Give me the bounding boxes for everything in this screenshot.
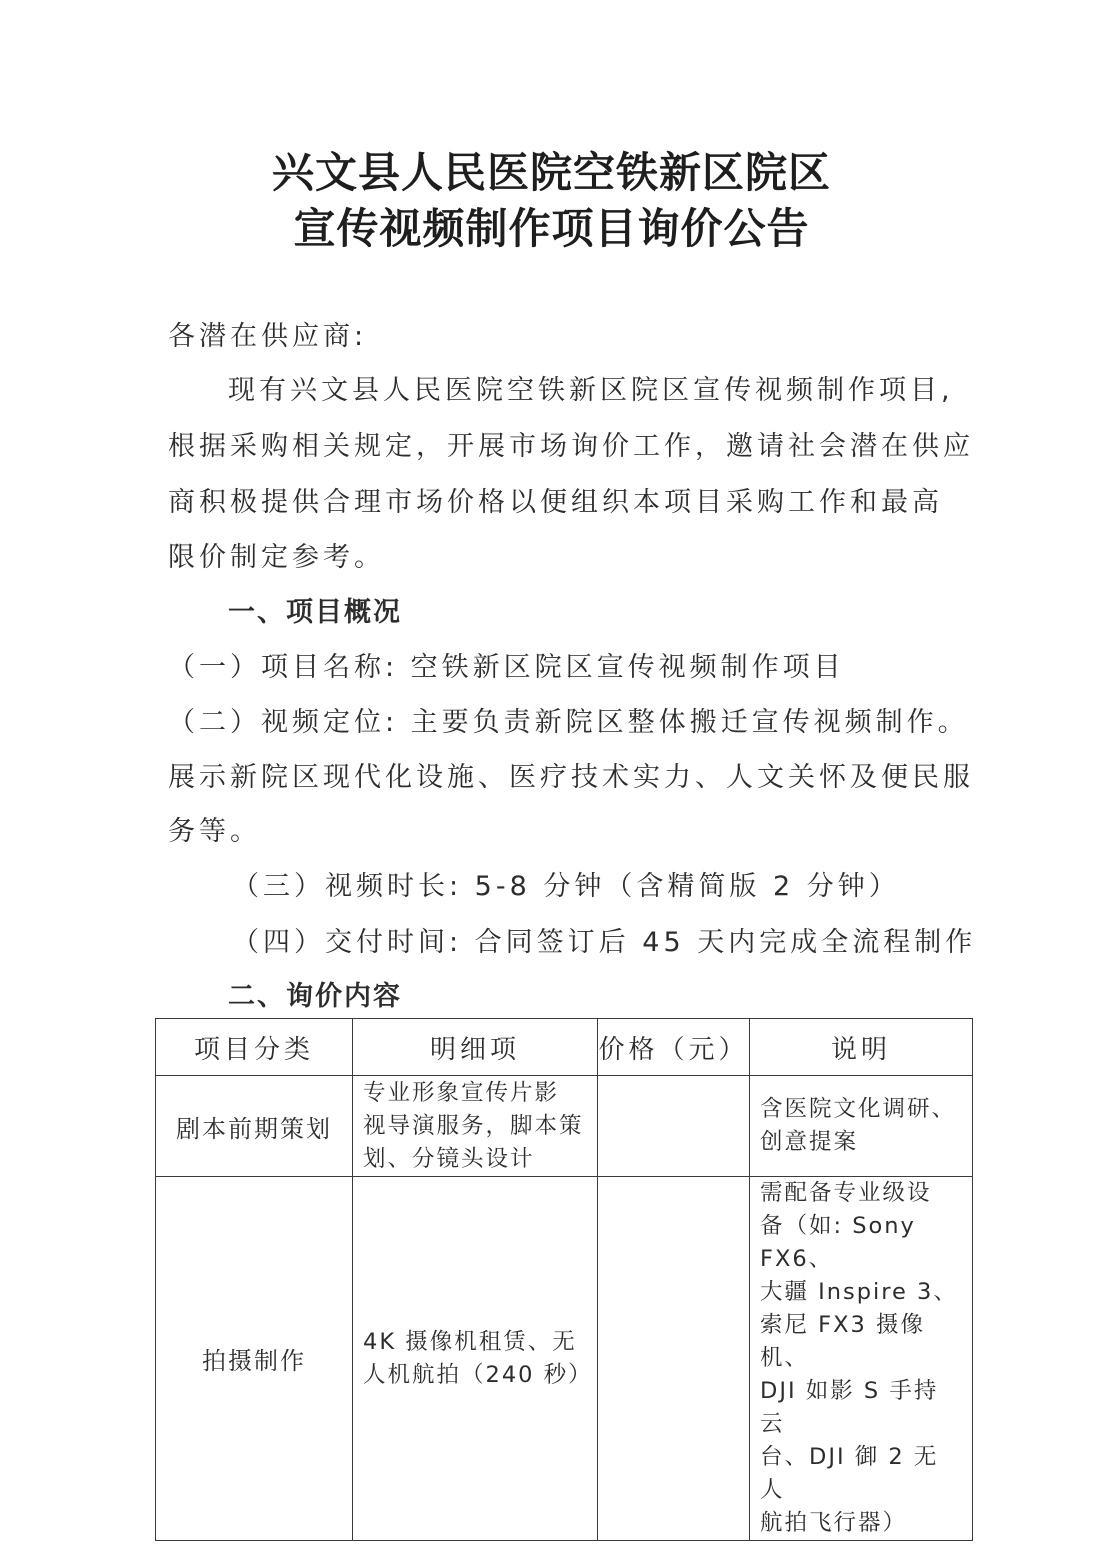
cell-category: 拍摄制作 (156, 1177, 353, 1541)
cell-note-line: 航拍飞行器） (760, 1510, 908, 1536)
cell-note (750, 1076, 973, 1177)
section-heading-overview: 一、项目概况 (228, 597, 402, 628)
cell-detail-line: 划、分镜头设计 (363, 1145, 535, 1172)
page-title-line-1: 兴文县人民医院空铁新区院区 (271, 148, 831, 197)
cell-price (598, 1076, 750, 1177)
cell-detail-line: 视导演服务，脚本策 (363, 1112, 584, 1139)
cell-note-line: 台、DJI 御 2 无人 (760, 1444, 939, 1503)
cell-note-line: 创意提案 (760, 1129, 859, 1155)
table-row (156, 1076, 973, 1177)
overview-item-duration: （三）视频时长: 5-8 分钟（含精简版 2 分钟） (232, 871, 900, 902)
cell-note (750, 1177, 973, 1541)
header-category: 项目分类 (156, 1019, 353, 1076)
header-price: 价格（元） (598, 1019, 750, 1076)
cell-price (598, 1177, 750, 1541)
overview-item-delivery: （四）交付时间: 合同签订后 45 天内完成全流程制作 (232, 927, 977, 958)
cell-detail-line: 人机航拍（240 秒） (363, 1361, 593, 1388)
cell-detail-line: 4K 摄像机租赁、无 (363, 1328, 577, 1355)
intro-line: 限价制定参考。 (168, 542, 385, 573)
table-row (156, 1177, 973, 1541)
intro-line: 现有兴文县人民医院空铁新区院区宣传视频制作项目, (228, 375, 954, 406)
table-header-row (156, 1019, 973, 1076)
inquiry-table (155, 1018, 973, 1541)
cell-note-line: 大疆 Inspire 3、 (760, 1279, 958, 1305)
overview-item-name: （一）项目名称: 空铁新区院区宣传视频制作项目 (168, 652, 845, 683)
cell-note-line: 需配备专业级设 (760, 1180, 932, 1206)
header-note: 说明 (750, 1019, 973, 1076)
cell-detail-line: 专业形象宣传片影 (363, 1079, 560, 1106)
overview-item-positioning: 务等。 (168, 816, 261, 847)
cell-note-line: DJI 如影 S 手持云 (760, 1378, 939, 1437)
intro-line: 商积极提供合理市场价格以便组织本项目采购工作和最高 (168, 487, 943, 518)
overview-item-positioning: 展示新院区现代化设施、医疗技术实力、人文关怀及便民服 (168, 762, 974, 793)
salutation: 各潜在供应商: (168, 321, 368, 352)
header-detail: 明细项 (353, 1019, 598, 1076)
cell-detail (353, 1177, 598, 1541)
intro-line: 根据采购相关规定，开展市场询价工作，邀请社会潜在供应 (168, 431, 974, 462)
cell-note-line: 索尼 FX3 摄像机、 (760, 1312, 925, 1371)
page-title-line-2: 宣传视频制作项目询价公告 (293, 204, 810, 253)
cell-detail (353, 1076, 598, 1177)
cell-category: 剧本前期策划 (156, 1076, 353, 1177)
cell-note-line: 含医院文化调研、 (760, 1096, 957, 1122)
cell-note-line: 备（如: Sony FX6、 (760, 1213, 916, 1272)
overview-item-positioning: （二）视频定位: 主要负责新院区整体搬迁宣传视频制作。 (168, 707, 969, 738)
section-heading-inquiry: 二、询价内容 (228, 981, 402, 1012)
